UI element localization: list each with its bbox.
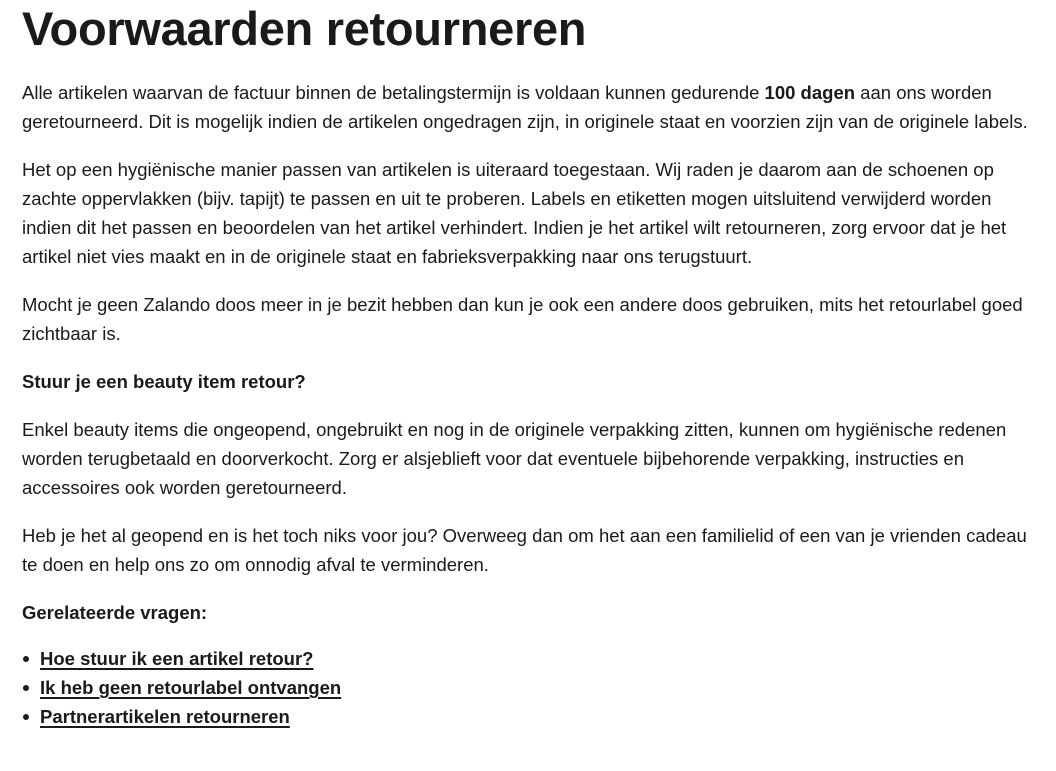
paragraph-box: Mocht je geen Zalando doos meer in je bezit hebben dan kun je ook een andere doos gebruiken, mits het retourlabel goed zichtbaar is. xyxy=(22,294,1023,344)
paragraph-opened: Heb je het al geopend en is het toch niks voor jou? Overweeg dan om het aan een familielid of een van je vrienden cadeau te doen en help ons zo om onnodig afval te verminderen. xyxy=(22,525,1027,575)
paragraph-hygiene: Het op een hygiënische manier passen van artikelen is uiteraard toegestaan. Wij raden je daarom aan de schoenen op zachte oppervlakken (bijv. tapijt) te passen en uit te proberen. Labels en etiketten mogen uitsluitend verwijderd worden indien dit het passen en beoordelen van het artikel verhindert. Indien je het artikel wilt retourneren, zorg ervoor dat je het artikel niet vies maakt en in de originele staat en fabrieksverpakking naar ons terugstuurt. xyxy=(22,159,1007,267)
list-item xyxy=(40,702,1038,731)
paragraph-beauty: Enkel beauty items die ongeopend, ongebruikt en nog in de originele verpakking zitten, kunnen om hygiënische redenen worden terugbetaald en doorverkocht. Zorg er alsjeblieft voor dat eventuele bijbehorende verpakking, instructies en accessoires ook worden geretourneerd. xyxy=(22,419,1007,498)
return-days-highlight: 100 dagen xyxy=(764,82,856,103)
link-partner-articles[interactable]: Partnerartikelen retourneren xyxy=(40,706,290,727)
bullet-icon xyxy=(23,685,29,691)
paragraph-text: aan ons worden geretourneerd. Dit is mogelijk indien de artikelen ongedragen zijn, in originele staat en voorzien zijn van de originele labels. xyxy=(22,82,1028,132)
page-title: Voorwaarden retourneren xyxy=(22,2,587,55)
link-no-return-label[interactable]: Ik heb geen retourlabel ontvangen xyxy=(40,677,342,698)
link-how-to-return[interactable]: Hoe stuur ik een artikel retour? xyxy=(40,648,314,669)
paragraph-return-period xyxy=(22,78,1038,136)
bullet-icon xyxy=(23,656,29,662)
paragraph-text: Alle artikelen waarvan de factuur binnen de betalingstermijn is voldaan kunnen gedurende xyxy=(22,82,765,103)
list-item xyxy=(40,644,1038,673)
related-questions-list xyxy=(22,644,1038,731)
related-questions-heading: Gerelateerde vragen: xyxy=(22,602,208,623)
beauty-heading: Stuur je een beauty item retour? xyxy=(22,371,306,392)
bullet-icon xyxy=(23,714,29,720)
list-item xyxy=(40,673,1038,702)
